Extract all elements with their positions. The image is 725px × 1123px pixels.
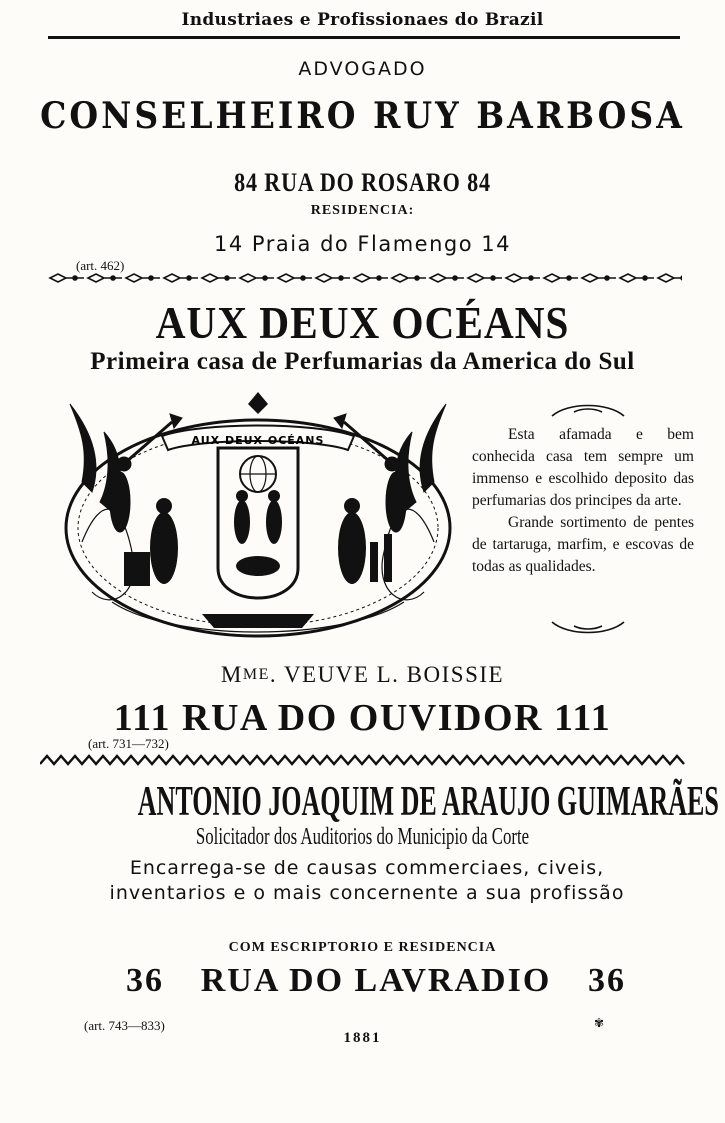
lawyer-ref: (art. 462) — [76, 258, 125, 273]
solicitor-description: Encarrega-se de causas commerciaes, civeis, inventarios e o mais concernente a sua profissão — [109, 857, 625, 904]
lawyer-residence-address: 14 Praia do Flamengo 14 — [214, 232, 511, 256]
emblem-banner-text: AUX DEUX OCÉANS — [191, 434, 325, 447]
star-icon: ✾ — [594, 1016, 605, 1030]
proprietor-superscript: ME — [242, 666, 270, 683]
solicitor-title: Solicitador dos Auditorios do Municipio da Corte — [195, 824, 530, 850]
lawyer-name: CONSELHEIRO RUY BARBOSA — [40, 94, 685, 137]
solicitor-ref: (art. 743—833) — [84, 1018, 165, 1033]
perfumery-address: 111 RUA DO OUVIDOR 111 — [113, 697, 612, 739]
flourish-top-icon — [548, 398, 628, 420]
solicitor-address-number-left: 36 — [126, 962, 164, 999]
perfumery-description — [472, 424, 694, 578]
dagger-chain-ornament-icon — [46, 272, 682, 284]
proprietor-name: . VEUVE L. BOISSIE — [269, 662, 505, 687]
solicitor-address-street: RUA DO LAVRADIO — [200, 962, 552, 999]
zigzag-ornament-icon — [40, 754, 686, 766]
solicitor-name: ANTONIO JOAQUIM DE ARAUJO GUIMARÃES — [137, 779, 719, 825]
lawyer-address: 84 RUA DO ROSARO 84 — [234, 168, 491, 197]
perfumery-name: AUX DEUX OCÉANS — [155, 297, 570, 348]
proprietor-prefix: M — [220, 662, 243, 687]
perfumery-description-1: Esta afamada e bem conhecida casa tem sempre um immenso e escolhido deposito das perfumarias dos principes da arte. — [472, 426, 694, 509]
perfumery-ref: (art. 731—732) — [88, 736, 169, 751]
footer-year: 1881 — [343, 1030, 382, 1046]
angels-globe-emblem-icon — [52, 392, 464, 644]
solicitor-address-number-right: 36 — [588, 962, 626, 999]
lawyer-label: ADVOGADO — [298, 58, 427, 80]
header-rule — [48, 36, 680, 39]
perfumery-description-2: Grande sortimento de pentes de tartaruga, marfim, e escovas de todas as qualidades. — [472, 514, 694, 575]
flourish-bottom-icon — [548, 618, 628, 640]
solicitor-office-label: COM ESCRIPTORIO E RESIDENCIA — [228, 940, 497, 955]
perfumery-subtitle: Primeira casa de Perfumarias da America do Sul — [90, 348, 635, 375]
solicitor-address — [126, 962, 626, 1000]
running-head: Industriaes e Profissionaes do Brazil — [181, 10, 544, 30]
perfumery-proprietor — [0, 662, 725, 688]
lawyer-residence-label: RESIDENCIA: — [310, 203, 415, 218]
